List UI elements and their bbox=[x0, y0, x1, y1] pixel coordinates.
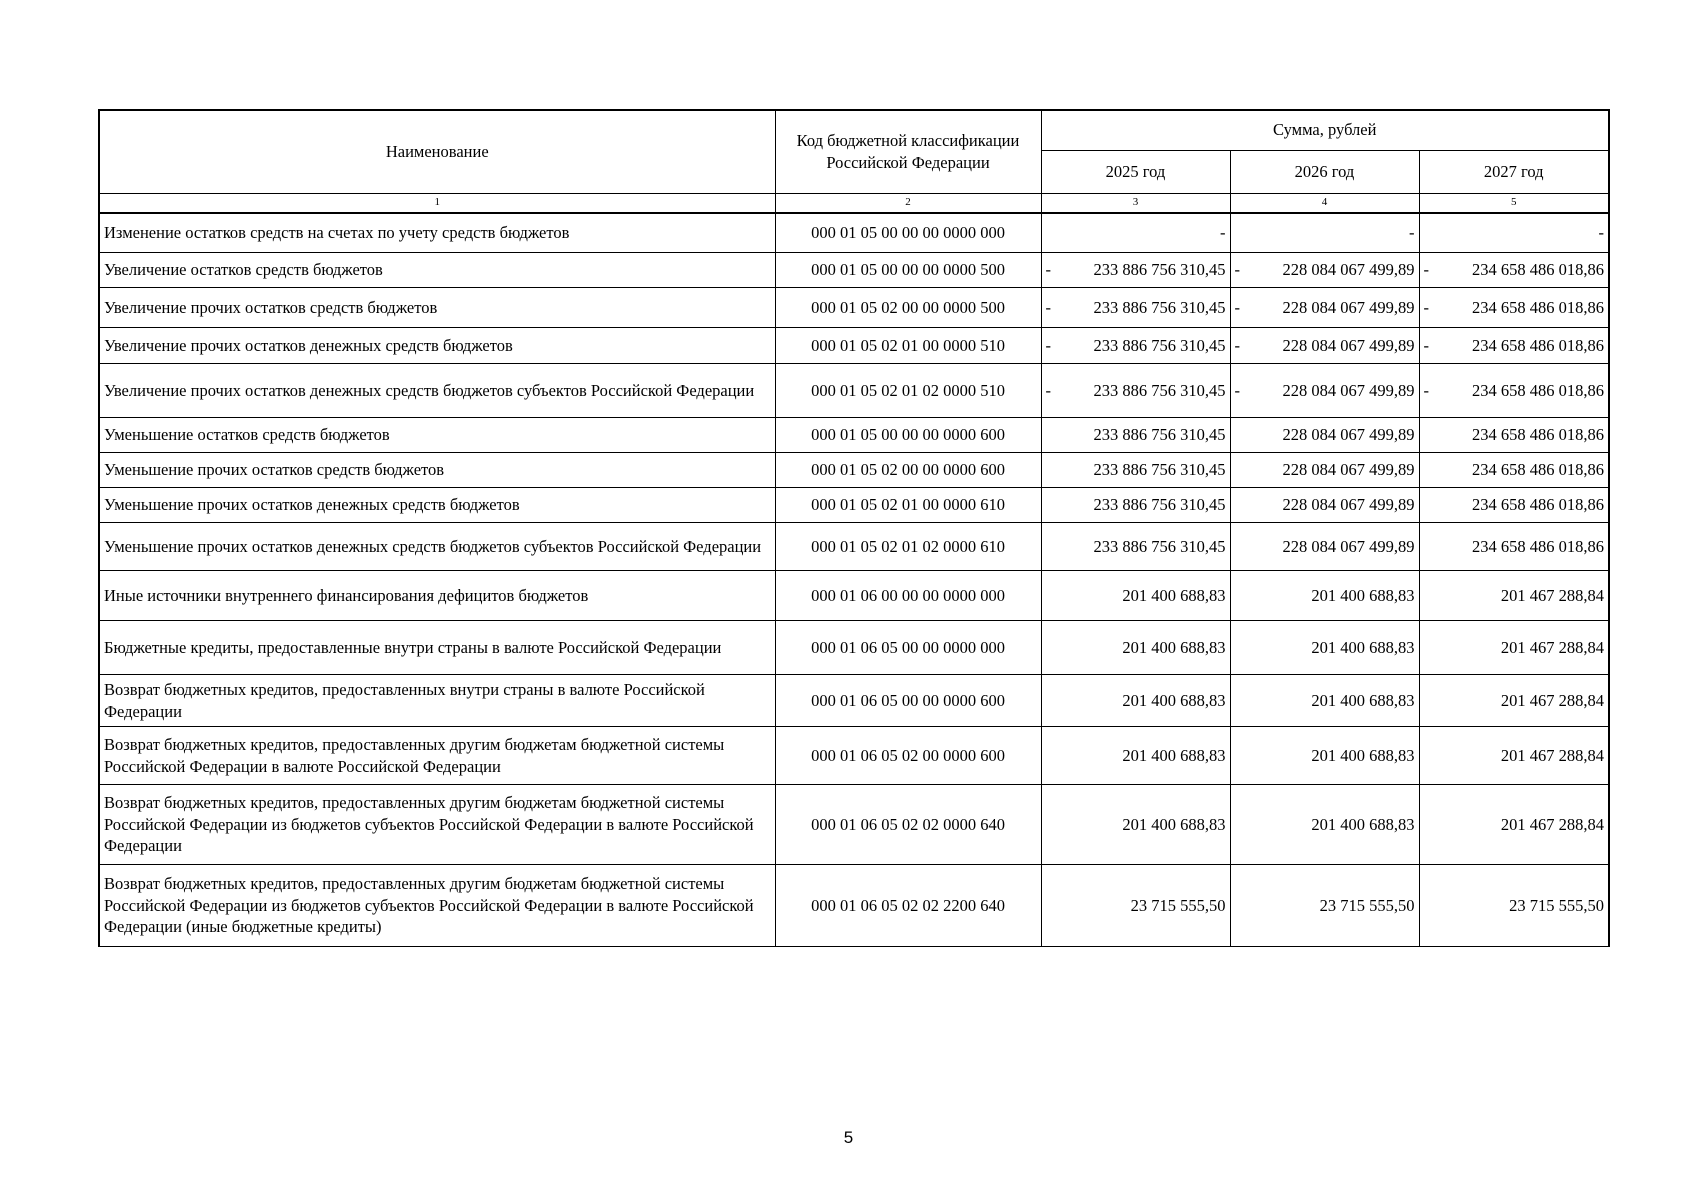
value-amount: 23 715 555,50 bbox=[1130, 895, 1226, 915]
row-value-2027 bbox=[1419, 418, 1609, 453]
value-amount: 228 084 067 499,89 bbox=[1282, 495, 1415, 515]
row-value-2026 bbox=[1230, 213, 1419, 253]
value-amount: - bbox=[1220, 222, 1226, 242]
value-amount: 23 715 555,50 bbox=[1509, 895, 1604, 915]
row-value-2027 bbox=[1419, 364, 1609, 418]
value-sign: - bbox=[1423, 335, 1429, 355]
value-amount: 234 658 486 018,86 bbox=[1472, 380, 1604, 400]
row-value-2026 bbox=[1230, 488, 1419, 523]
row-value-2025 bbox=[1041, 571, 1230, 621]
row-name: Возврат бюджетных кредитов, предоставленных другим бюджетам бюджетной системы Российской Федерации из бюджетов субъектов Российской Федерации в валюте Российской Федерации (иные бюджетные кредиты) bbox=[99, 865, 775, 947]
value-amount: 228 084 067 499,89 bbox=[1282, 460, 1415, 480]
row-name: Увеличение прочих остатков денежных средств бюджетов субъектов Российской Федерации bbox=[99, 364, 775, 418]
row-name: Изменение остатков средств на счетах по учету средств бюджетов bbox=[99, 213, 775, 253]
table-row bbox=[99, 785, 1609, 865]
row-code: 000 01 06 05 02 00 0000 600 bbox=[775, 727, 1041, 785]
value-amount: 201 400 688,83 bbox=[1311, 585, 1415, 605]
row-value-2026 bbox=[1230, 571, 1419, 621]
budget-sources-table bbox=[98, 109, 1610, 947]
table-row bbox=[99, 727, 1609, 785]
column-number-1: 1 bbox=[99, 193, 775, 213]
row-code: 000 01 05 02 01 02 0000 510 bbox=[775, 364, 1041, 418]
column-number-5: 5 bbox=[1419, 193, 1609, 213]
value-amount: 201 467 288,84 bbox=[1500, 814, 1604, 834]
row-code: 000 01 05 00 00 00 0000 500 bbox=[775, 253, 1041, 288]
row-value-2027 bbox=[1419, 523, 1609, 571]
value-amount: 201 400 688,83 bbox=[1122, 637, 1226, 657]
row-value-2026 bbox=[1230, 785, 1419, 865]
value-sign: - bbox=[1234, 297, 1240, 317]
row-code: 000 01 06 05 02 02 0000 640 bbox=[775, 785, 1041, 865]
value-amount: 201 400 688,83 bbox=[1122, 585, 1226, 605]
row-value-2027 bbox=[1419, 488, 1609, 523]
value-amount: 228 084 067 499,89 bbox=[1282, 260, 1415, 280]
row-code: 000 01 05 02 00 00 0000 500 bbox=[775, 288, 1041, 328]
row-name: Бюджетные кредиты, предоставленные внутри страны в валюте Российской Федерации bbox=[99, 621, 775, 675]
row-value-2025 bbox=[1041, 523, 1230, 571]
column-number-4: 4 bbox=[1230, 193, 1419, 213]
value-amount: 201 400 688,83 bbox=[1311, 637, 1415, 657]
row-value-2026 bbox=[1230, 675, 1419, 727]
table-row bbox=[99, 418, 1609, 453]
value-amount: 234 658 486 018,86 bbox=[1472, 495, 1604, 515]
row-value-2026 bbox=[1230, 621, 1419, 675]
table-row bbox=[99, 488, 1609, 523]
value-amount: 201 400 688,83 bbox=[1122, 814, 1226, 834]
row-value-2027 bbox=[1419, 785, 1609, 865]
value-amount: 234 658 486 018,86 bbox=[1472, 460, 1604, 480]
row-value-2026 bbox=[1230, 253, 1419, 288]
row-code: 000 01 05 00 00 00 0000 600 bbox=[775, 418, 1041, 453]
value-sign: - bbox=[1423, 260, 1429, 280]
value-amount: 201 467 288,84 bbox=[1500, 637, 1604, 657]
row-value-2026 bbox=[1230, 328, 1419, 364]
table-row bbox=[99, 213, 1609, 253]
row-value-2025 bbox=[1041, 675, 1230, 727]
row-value-2025 bbox=[1041, 418, 1230, 453]
table-row bbox=[99, 865, 1609, 947]
row-name: Увеличение прочих остатков денежных средств бюджетов bbox=[99, 328, 775, 364]
row-value-2025 bbox=[1041, 253, 1230, 288]
row-name: Возврат бюджетных кредитов, предоставленных другим бюджетам бюджетной системы Российской Федерации из бюджетов субъектов Российской Федерации в валюте Российской Федерации bbox=[99, 785, 775, 865]
value-amount: 233 886 756 310,45 bbox=[1093, 380, 1226, 400]
row-value-2025 bbox=[1041, 488, 1230, 523]
table-row bbox=[99, 523, 1609, 571]
value-amount: 23 715 555,50 bbox=[1319, 895, 1415, 915]
value-amount: 234 658 486 018,86 bbox=[1472, 425, 1604, 445]
row-name: Уменьшение прочих остатков денежных средств бюджетов bbox=[99, 488, 775, 523]
value-amount: 233 886 756 310,45 bbox=[1093, 536, 1226, 556]
table-row bbox=[99, 364, 1609, 418]
value-sign: - bbox=[1045, 260, 1051, 280]
row-name: Увеличение остатков средств бюджетов bbox=[99, 253, 775, 288]
header-name: Наименование bbox=[99, 110, 775, 193]
value-amount: 234 658 486 018,86 bbox=[1472, 260, 1604, 280]
row-name: Возврат бюджетных кредитов, предоставленных внутри страны в валюте Российской Федерации bbox=[99, 675, 775, 727]
value-sign: - bbox=[1045, 380, 1051, 400]
header-year-2025: 2025 год bbox=[1041, 150, 1230, 193]
value-amount: 201 400 688,83 bbox=[1122, 745, 1226, 765]
row-value-2025 bbox=[1041, 288, 1230, 328]
row-value-2026 bbox=[1230, 418, 1419, 453]
row-code: 000 01 05 00 00 00 0000 000 bbox=[775, 213, 1041, 253]
table-body bbox=[99, 213, 1609, 947]
row-value-2025 bbox=[1041, 727, 1230, 785]
row-code: 000 01 06 05 00 00 0000 000 bbox=[775, 621, 1041, 675]
row-name: Уменьшение прочих остатков денежных средств бюджетов субъектов Российской Федерации bbox=[99, 523, 775, 571]
value-amount: 228 084 067 499,89 bbox=[1282, 380, 1415, 400]
value-amount: 201 400 688,83 bbox=[1311, 745, 1415, 765]
row-value-2026 bbox=[1230, 523, 1419, 571]
row-value-2027 bbox=[1419, 865, 1609, 947]
value-amount: 201 400 688,83 bbox=[1311, 690, 1415, 710]
row-value-2027 bbox=[1419, 288, 1609, 328]
value-amount: 233 886 756 310,45 bbox=[1093, 335, 1226, 355]
row-value-2025 bbox=[1041, 453, 1230, 488]
row-value-2027 bbox=[1419, 253, 1609, 288]
row-value-2027 bbox=[1419, 675, 1609, 727]
value-amount: 228 084 067 499,89 bbox=[1282, 536, 1415, 556]
row-value-2027 bbox=[1419, 571, 1609, 621]
row-name: Уменьшение прочих остатков средств бюджетов bbox=[99, 453, 775, 488]
row-value-2026 bbox=[1230, 288, 1419, 328]
row-value-2025 bbox=[1041, 785, 1230, 865]
row-value-2027 bbox=[1419, 328, 1609, 364]
row-name: Возврат бюджетных кредитов, предоставленных другим бюджетам бюджетной системы Российской Федерации в валюте Российской Федерации bbox=[99, 727, 775, 785]
page-number: 5 bbox=[843, 1128, 854, 1147]
value-amount: 233 886 756 310,45 bbox=[1093, 260, 1226, 280]
value-amount: 234 658 486 018,86 bbox=[1472, 335, 1604, 355]
value-sign: - bbox=[1045, 297, 1051, 317]
column-number-2: 2 bbox=[775, 193, 1041, 213]
row-name: Иные источники внутреннего финансирования дефицитов бюджетов bbox=[99, 571, 775, 621]
row-name: Увеличение прочих остатков средств бюджетов bbox=[99, 288, 775, 328]
table-row bbox=[99, 621, 1609, 675]
value-sign: - bbox=[1423, 380, 1429, 400]
row-value-2026 bbox=[1230, 453, 1419, 488]
row-value-2026 bbox=[1230, 865, 1419, 947]
value-amount: 201 400 688,83 bbox=[1311, 814, 1415, 834]
row-value-2026 bbox=[1230, 727, 1419, 785]
row-value-2027 bbox=[1419, 621, 1609, 675]
row-name: Уменьшение остатков средств бюджетов bbox=[99, 418, 775, 453]
table-row bbox=[99, 571, 1609, 621]
value-amount: 234 658 486 018,86 bbox=[1472, 297, 1604, 317]
table-row bbox=[99, 453, 1609, 488]
header-code: Код бюджетной классификации Российской Федерации bbox=[775, 110, 1041, 193]
value-sign: - bbox=[1234, 335, 1240, 355]
value-amount: 228 084 067 499,89 bbox=[1282, 425, 1415, 445]
value-amount: 201 467 288,84 bbox=[1500, 690, 1604, 710]
value-amount: 228 084 067 499,89 bbox=[1282, 335, 1415, 355]
value-amount: 201 400 688,83 bbox=[1122, 690, 1226, 710]
table-row bbox=[99, 253, 1609, 288]
row-code: 000 01 06 05 00 00 0000 600 bbox=[775, 675, 1041, 727]
value-amount: - bbox=[1598, 222, 1604, 242]
row-value-2027 bbox=[1419, 727, 1609, 785]
value-amount: 228 084 067 499,89 bbox=[1282, 297, 1415, 317]
value-amount: 233 886 756 310,45 bbox=[1093, 495, 1226, 515]
row-value-2027 bbox=[1419, 213, 1609, 253]
value-amount: 233 886 756 310,45 bbox=[1093, 425, 1226, 445]
row-code: 000 01 06 05 02 02 2200 640 bbox=[775, 865, 1041, 947]
value-amount: 234 658 486 018,86 bbox=[1472, 536, 1604, 556]
row-code: 000 01 05 02 01 00 0000 610 bbox=[775, 488, 1041, 523]
row-code: 000 01 05 02 01 00 0000 510 bbox=[775, 328, 1041, 364]
table-row bbox=[99, 675, 1609, 727]
row-code: 000 01 06 00 00 00 0000 000 bbox=[775, 571, 1041, 621]
row-value-2025 bbox=[1041, 328, 1230, 364]
row-value-2025 bbox=[1041, 621, 1230, 675]
header-sum: Сумма, рублей bbox=[1041, 110, 1609, 150]
row-value-2025 bbox=[1041, 364, 1230, 418]
table-row bbox=[99, 288, 1609, 328]
value-sign: - bbox=[1234, 260, 1240, 280]
value-sign: - bbox=[1045, 335, 1051, 355]
row-value-2027 bbox=[1419, 453, 1609, 488]
value-amount: - bbox=[1409, 222, 1415, 242]
row-value-2025 bbox=[1041, 865, 1230, 947]
column-number-3: 3 bbox=[1041, 193, 1230, 213]
row-value-2025 bbox=[1041, 213, 1230, 253]
header-year-2027: 2027 год bbox=[1419, 150, 1609, 193]
row-code: 000 01 05 02 01 02 0000 610 bbox=[775, 523, 1041, 571]
value-sign: - bbox=[1423, 297, 1429, 317]
value-amount: 201 467 288,84 bbox=[1500, 585, 1604, 605]
table-row bbox=[99, 328, 1609, 364]
row-code: 000 01 05 02 00 00 0000 600 bbox=[775, 453, 1041, 488]
value-amount: 233 886 756 310,45 bbox=[1093, 297, 1226, 317]
value-amount: 233 886 756 310,45 bbox=[1093, 460, 1226, 480]
value-amount: 201 467 288,84 bbox=[1500, 745, 1604, 765]
row-value-2026 bbox=[1230, 364, 1419, 418]
header-year-2026: 2026 год bbox=[1230, 150, 1419, 193]
value-sign: - bbox=[1234, 380, 1240, 400]
